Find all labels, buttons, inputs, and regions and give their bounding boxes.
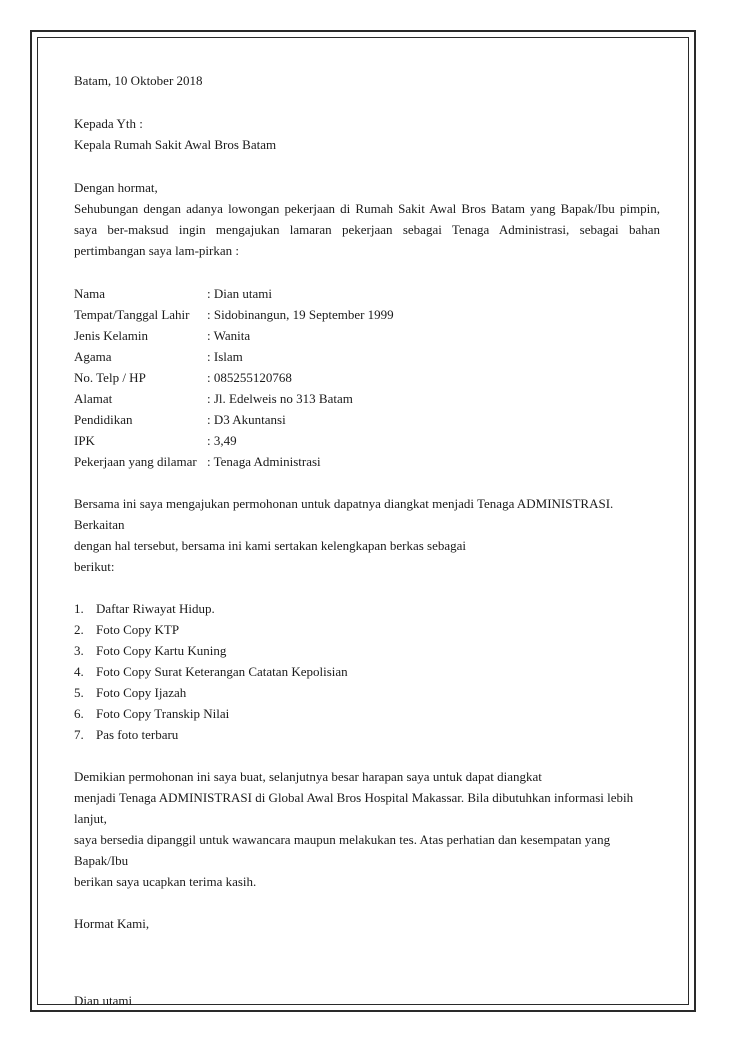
detail-value: : Tenaga Administrasi: [207, 454, 321, 469]
intro-paragraph: Sehubungan dengan adanya lowongan pekerjaan di Rumah Sakit Awal Bros Batam yang Bapak/Ibu pimpin, saya ber-maksud ingin mengajukan lamaran pekerjaan sebagai Tenaga Administrasi, sebagai bahan pertimbangan saya lam-pirkan :: [74, 201, 660, 258]
list-item: [74, 724, 660, 745]
detail-row: [74, 346, 660, 367]
detail-row: [74, 451, 660, 472]
list-text: Daftar Riwayat Hidup.: [96, 601, 215, 616]
detail-value: : 3,49: [207, 433, 237, 448]
detail-label: Pendidikan: [74, 412, 133, 427]
recipient-line-1: Kepada Yth :: [74, 116, 143, 131]
detail-row: [74, 388, 660, 409]
closing-line-4: berikan saya ucapkan terima kasih.: [74, 874, 257, 889]
letter-body: [74, 70, 660, 1011]
detail-label: Agama: [74, 349, 112, 364]
detail-value: : Dian utami: [207, 286, 272, 301]
detail-value: : D3 Akuntansi: [207, 412, 286, 427]
list-item: [74, 598, 660, 619]
detail-value: : 085255120768: [207, 370, 292, 385]
detail-value: : Wanita: [207, 328, 251, 343]
detail-row: [74, 283, 660, 304]
body-line-3: berikut:: [74, 559, 115, 574]
sign-off: Hormat Kami,: [74, 916, 150, 931]
list-item: [74, 619, 660, 640]
detail-value: : Jl. Edelweis no 313 Batam: [207, 391, 353, 406]
salutation: Dengan hormat,: [74, 180, 158, 195]
list-item: [74, 640, 660, 661]
detail-row: [74, 304, 660, 325]
body-line-1: Bersama ini saya mengajukan permohonan untuk dapatnya diangkat menjadi Tenaga ADMINISTRASI. Berkaitan: [74, 496, 614, 532]
detail-label: Jenis Kelamin: [74, 328, 149, 343]
recipient-line-2: Kepala Rumah Sakit Awal Bros Batam: [74, 137, 277, 152]
detail-label: Alamat: [74, 391, 113, 406]
list-number: 1.: [74, 601, 84, 616]
detail-row: [74, 325, 660, 346]
list-number: 3.: [74, 643, 84, 658]
list-item: [74, 703, 660, 724]
detail-label: Tempat/Tanggal Lahir: [74, 307, 190, 322]
list-item: [74, 661, 660, 682]
detail-label: IPK: [74, 433, 95, 448]
list-number: 6.: [74, 706, 84, 721]
list-number: 4.: [74, 664, 84, 679]
list-text: Foto Copy Kartu Kuning: [96, 643, 227, 658]
detail-row: [74, 430, 660, 451]
applicant-details: [74, 283, 660, 472]
detail-row: [74, 409, 660, 430]
detail-label: Pekerjaan yang dilamar: [74, 454, 197, 469]
body-line-2: dengan hal tersebut, bersama ini kami sertakan kelengkapan berkas sebagai: [74, 538, 467, 553]
list-text: Pas foto terbaru: [96, 727, 179, 742]
signature-name: Dian utami: [74, 993, 133, 1008]
list-text: Foto Copy Ijazah: [96, 685, 187, 700]
list-text: Foto Copy KTP: [96, 622, 180, 637]
detail-row: [74, 367, 660, 388]
detail-label: Nama: [74, 286, 106, 301]
detail-value: : Sidobinangun, 19 September 1999: [207, 307, 394, 322]
list-number: 5.: [74, 685, 84, 700]
detail-value: : Islam: [207, 349, 243, 364]
date-line: Batam, 10 Oktober 2018: [74, 73, 203, 88]
closing-line-3: saya bersedia dipanggil untuk wawancara maupun melakukan tes. Atas perhatian dan kesempatan yang Bapak/Ibu: [74, 832, 611, 868]
list-number: 7.: [74, 727, 84, 742]
attachment-list: [74, 598, 660, 745]
closing-line-2: menjadi Tenaga ADMINISTRASI di Global Awal Bros Hospital Makassar. Bila dibutuhkan informasi lebih lanjut,: [74, 790, 634, 826]
list-number: 2.: [74, 622, 84, 637]
closing-line-1: Demikian permohonan ini saya buat, selanjutnya besar harapan saya untuk dapat diangkat: [74, 769, 542, 784]
detail-label: No. Telp / HP: [74, 370, 146, 385]
list-item: [74, 682, 660, 703]
list-text: Foto Copy Surat Keterangan Catatan Kepolisian: [96, 664, 348, 679]
list-text: Foto Copy Transkip Nilai: [96, 706, 230, 721]
